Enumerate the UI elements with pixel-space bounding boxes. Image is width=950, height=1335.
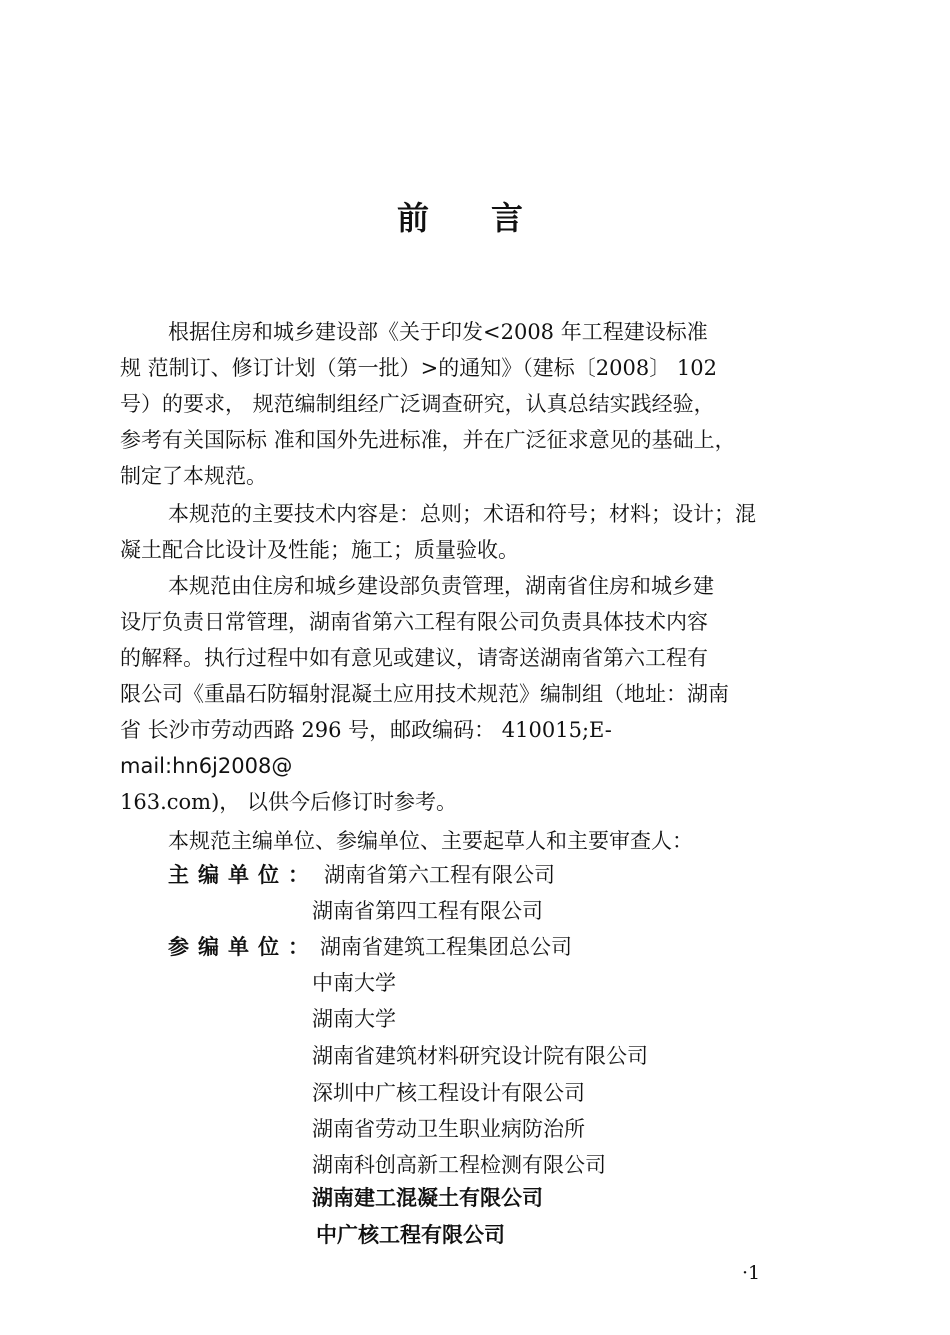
participating-unit: 湖南建工混凝土有限公司: [312, 1186, 543, 1210]
paragraph-4: [120, 823, 693, 859]
chief-editor-unit: 湖南省第六工程有限公司: [324, 863, 555, 887]
participating-unit: 湖南省劳动卫生职业病防治所: [312, 1117, 585, 1141]
participating-unit: 中南大学: [312, 971, 396, 995]
chief-editor-label-text: 主编单位: [168, 863, 288, 887]
paragraph-line: 参考有关国际标 准和国外先进标准，并在广泛征求意见的基础上，: [120, 428, 736, 452]
participating-label-text: 参编单位: [168, 935, 288, 959]
participating-unit: 湖南大学: [312, 1007, 396, 1031]
paragraph-line: 设厅负责日常管理，湖南省第六工程有限公司负责具体技术内容: [120, 610, 708, 634]
page-title: 前言: [396, 199, 585, 237]
paragraph-line: 本规范主编单位、参编单位、主要起草人和主要审查人：: [168, 829, 693, 853]
participating-label-colon: ：: [288, 935, 309, 959]
paragraph-line: 限公司《重晶石防辐射混凝土应用技术规范》编制组（地址：湖南: [120, 682, 729, 706]
paragraph-1: [120, 314, 736, 494]
paragraph-line: mail:hn6j2008@: [120, 754, 293, 778]
chief-editor-unit: 湖南省第四工程有限公司: [312, 899, 543, 923]
paragraph-line: 本规范由住房和城乡建设部负责管理，湖南省住房和城乡建: [168, 574, 714, 598]
paragraph-line: 根据住房和城乡建设部《关于印发<2008 年工程建设标准: [168, 320, 708, 344]
paragraph-line: 规 范制订、修订计划（第一批）>的通知》（建标〔2008〕 102: [120, 356, 717, 380]
paragraph-3: [120, 568, 729, 820]
paragraph-line: 凝土配合比设计及性能；施工；质量验收。: [120, 538, 519, 562]
participating-unit: 湖南科创高新工程检测有限公司: [312, 1153, 606, 1177]
participating-unit: 中广核工程有限公司: [316, 1223, 505, 1247]
paragraph-line: 制定了本规范。: [120, 464, 267, 488]
paragraph-line: 本规范的主要技术内容是：总则；术语和符号；材料；设计；混: [168, 502, 756, 526]
paragraph-line: 省 长沙市劳动西路 296 号，邮政编码： 410015;E-: [120, 718, 612, 742]
paragraph-line: 163.com)， 以供今后修订时参考。: [120, 790, 457, 814]
paragraph-2: [120, 496, 756, 568]
paragraph-line: 号）的要求， 规范编制组经广泛调查研究，认真总结实践经验，: [120, 392, 715, 416]
chief-editor-label: [168, 857, 309, 893]
participating-unit: 湖南省建筑工程集团总公司: [320, 935, 572, 959]
participating-unit: 湖南省建筑材料研究设计院有限公司: [312, 1044, 648, 1068]
chief-editor-label-colon: ：: [288, 863, 309, 887]
paragraph-line: 的解释。执行过程中如有意见或建议，请寄送湖南省第六工程有: [120, 646, 708, 670]
participating-label: [168, 929, 309, 965]
page-number: ·1: [742, 1262, 761, 1284]
participating-unit: 深圳中广核工程设计有限公司: [312, 1081, 585, 1105]
